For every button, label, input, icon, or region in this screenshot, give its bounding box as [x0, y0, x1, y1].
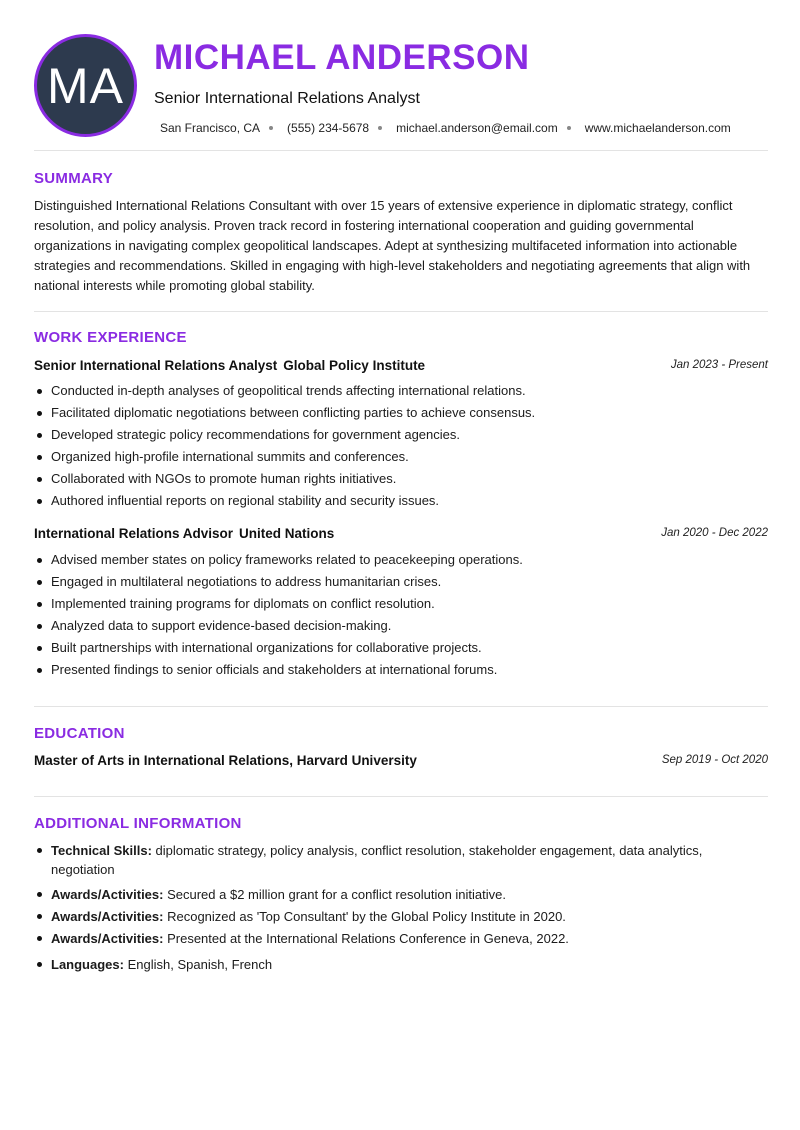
job-dates: Jan 2020 - Dec 2022 [661, 527, 768, 539]
job-organization: United Nations [239, 526, 335, 541]
job-role: International Relations Advisor [34, 526, 234, 541]
section-title-additional: ADDITIONAL INFORMATION [34, 815, 242, 832]
list-item: Authored influential reports on regional stability and security issues. [34, 490, 768, 512]
list-item: Presented findings to senior officials and stakeholders at international forums. [34, 659, 768, 681]
list-item: Advised member states on policy frameworks related to peacekeeping operations. [34, 549, 768, 571]
education-entry [34, 752, 768, 772]
contact-phone: (555) 234-5678 [287, 121, 370, 135]
contact-email[interactable]: michael.anderson@email.com [396, 121, 558, 135]
separator-dot-icon [269, 126, 273, 130]
list-item [34, 841, 768, 879]
job-bullets [34, 549, 768, 681]
list-item: Conducted in-depth analyses of geopolitical trends affecting international relations. [34, 380, 768, 402]
list-item: Organized high-profile international summits and conferences. [34, 446, 768, 468]
job-dates: Jan 2023 - Present [670, 359, 768, 371]
list-item: Engaged in multilateral negotiations to address humanitarian crises. [34, 571, 768, 593]
list-item: Developed strategic policy recommendations for government agencies. [34, 424, 768, 446]
item-key: Languages: [51, 957, 124, 972]
item-value: diplomatic strategy, policy analysis, conflict resolution, stakeholder engagement, data analytics, negotiation [51, 843, 703, 877]
job-header [34, 526, 768, 546]
divider [34, 706, 768, 707]
list-item [34, 929, 768, 948]
list-item [34, 907, 768, 926]
item-value: Recognized as 'Top Consultant' by the Global Policy Institute in 2020. [167, 909, 566, 924]
item-key: Technical Skills: [51, 843, 152, 858]
additional-list [34, 841, 768, 974]
candidate-title: Senior International Relations Analyst [154, 90, 420, 107]
education-dates: Sep 2019 - Oct 2020 [661, 754, 768, 766]
item-key: Awards/Activities: [51, 931, 164, 946]
list-item [34, 955, 768, 974]
job-role: Senior International Relations Analyst [34, 358, 278, 373]
list-item: Built partnerships with international organizations for collaborative projects. [34, 637, 768, 659]
education-degree: Master of Arts in International Relations, Harvard University [34, 753, 417, 768]
separator-dot-icon [378, 126, 382, 130]
item-value: Presented at the International Relations Conference in Geneva, 2022. [167, 931, 569, 946]
avatar: MA [34, 34, 137, 137]
section-title-summary: SUMMARY [34, 170, 114, 187]
contact-location: San Francisco, CA [160, 121, 261, 135]
section-title-education: EDUCATION [34, 725, 125, 742]
job-header [34, 358, 768, 378]
section-title-experience: WORK EXPERIENCE [34, 329, 187, 346]
contact-website[interactable]: www.michaelanderson.com [584, 121, 731, 135]
list-item: Facilitated diplomatic negotiations between conflicting parties to achieve consensus. [34, 402, 768, 424]
divider [34, 311, 768, 312]
item-key: Awards/Activities: [51, 909, 164, 924]
separator-dot-icon [567, 126, 571, 130]
item-value: English, Spanish, French [127, 957, 273, 972]
resume-header [34, 34, 768, 138]
divider [34, 796, 768, 797]
divider [34, 150, 768, 151]
list-item: Collaborated with NGOs to promote human rights initiatives. [34, 468, 768, 490]
contact-line [160, 121, 731, 135]
item-value: Secured a $2 million grant for a conflict resolution initiative. [167, 887, 506, 902]
item-key: Awards/Activities: [51, 887, 164, 902]
list-item: Implemented training programs for diplomats on conflict resolution. [34, 593, 768, 615]
job-organization: Global Policy Institute [283, 358, 426, 373]
list-item [34, 885, 768, 904]
list-item: Analyzed data to support evidence-based decision-making. [34, 615, 768, 637]
candidate-name: MICHAEL ANDERSON [154, 38, 530, 77]
job-bullets [34, 380, 768, 512]
summary-text: Distinguished International Relations Consultant with over 15 years of extensive experience in diplomatic strategy, conflict resolution, and policy analysis. Proven track record in fostering international cooperation and guiding governmental organizations in navigating complex geopolitical landscapes. Adept at synthesizing multifaceted information into actionable strategies and recommendations. Skilled in engaging with high-level stakeholders and negotiating agreements that align with national interests while promoting global stability. [34, 198, 751, 293]
